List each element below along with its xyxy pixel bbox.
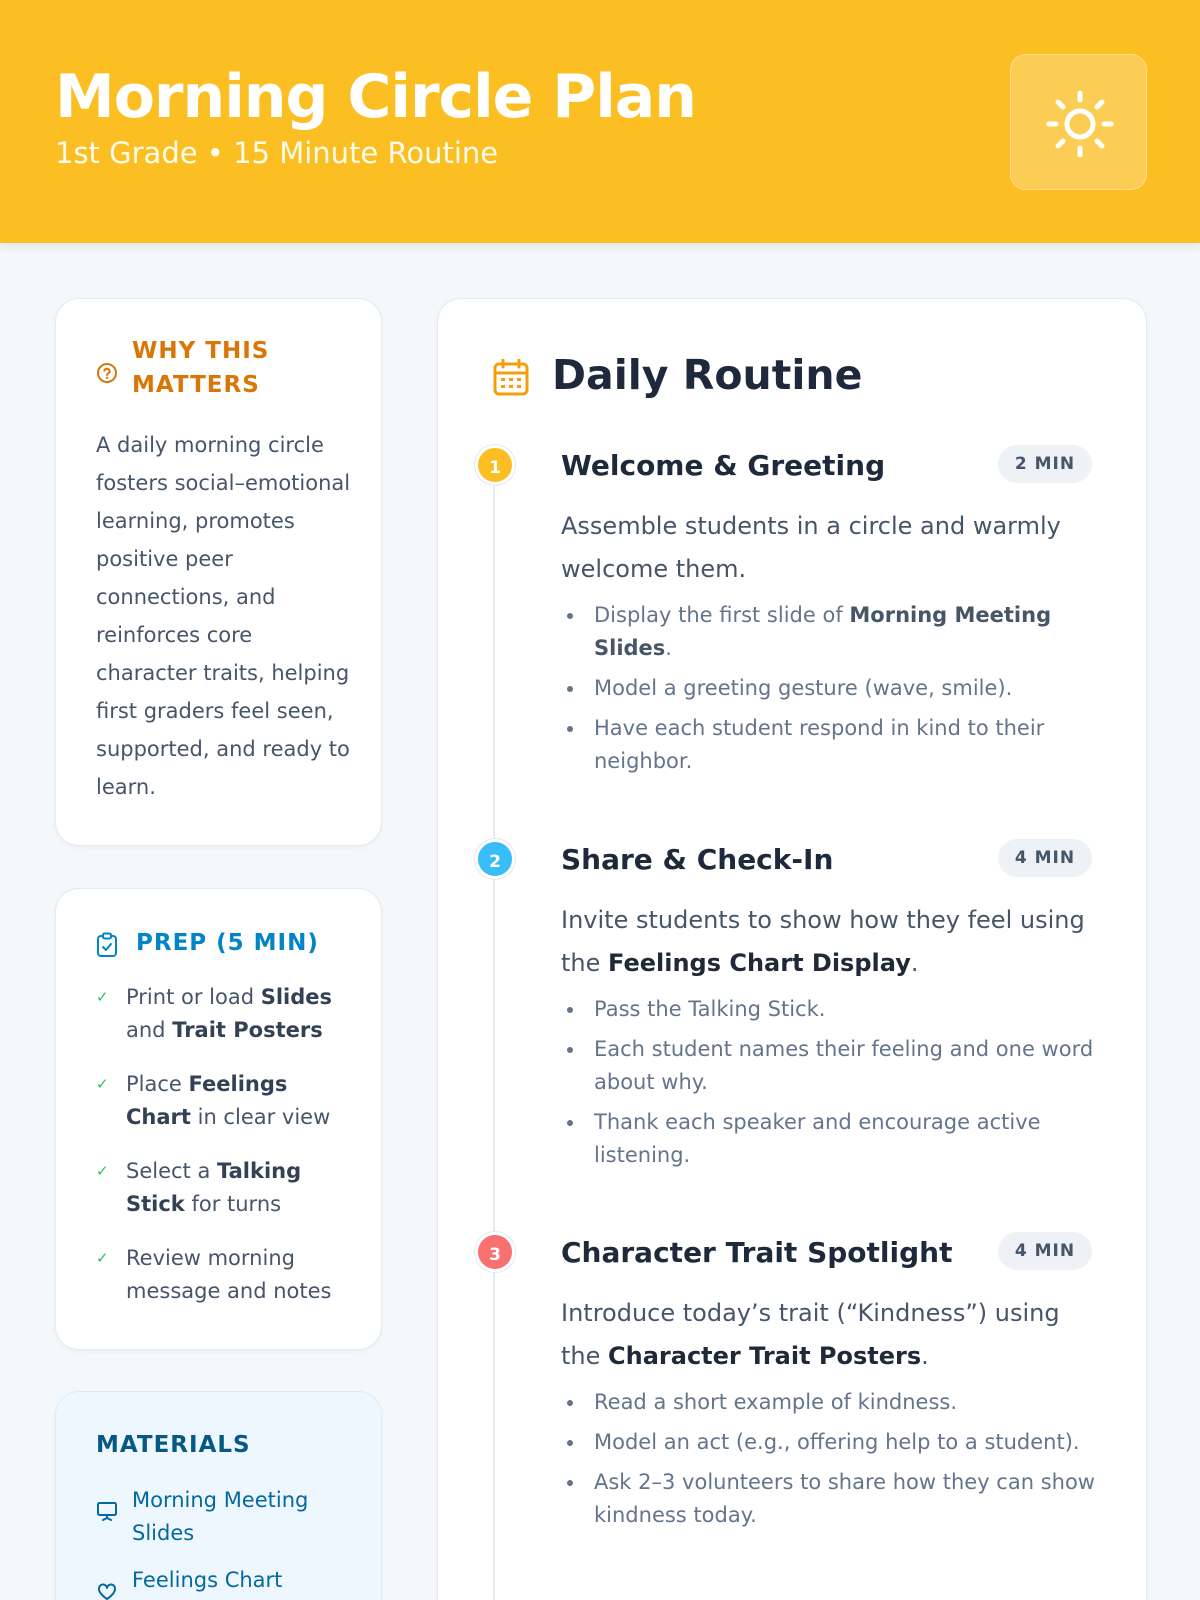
page-title: Morning Circle Plan	[55, 62, 696, 132]
sun-badge	[1010, 54, 1147, 190]
list-item: Display the first slide of Morning Meeting Slides.	[561, 599, 1101, 665]
duration-badge: 4 MIN	[998, 1232, 1092, 1270]
materials-card	[55, 1391, 382, 1600]
presentation-icon	[96, 1500, 118, 1522]
step-title: Character Trait Spotlight	[561, 1236, 953, 1269]
daily-routine-card	[437, 298, 1147, 1600]
step-description: Assemble students in a circle and warmly welcome them.	[561, 512, 1061, 583]
routine-title: Daily Routine	[552, 351, 863, 399]
prep-list	[96, 981, 356, 1329]
step-description: Invite students to show how they feel using the Feelings Chart Display.	[561, 906, 1085, 977]
step-bullets	[561, 1386, 1101, 1539]
list-item: Model a greeting gesture (wave, smile).	[561, 672, 1101, 705]
check-icon: ✓	[96, 1249, 109, 1267]
question-circle-icon	[96, 362, 118, 384]
step-bullets	[561, 599, 1101, 785]
prep-item: ✓ Select a Talking Stick for turns	[96, 1155, 356, 1221]
list-item: Model an act (e.g., offering help to a student).	[561, 1426, 1101, 1459]
check-icon: ✓	[96, 1075, 109, 1093]
step-number: 3	[475, 1232, 515, 1272]
materials-list	[96, 1484, 356, 1600]
list-item: Ask 2–3 volunteers to share how they can show kindness today.	[561, 1466, 1101, 1532]
list-item: Each student names their feeling and one word about why.	[561, 1033, 1101, 1099]
step-number: 1	[475, 445, 515, 485]
clipboard-check-icon	[96, 932, 118, 958]
sun-icon	[1045, 89, 1115, 159]
list-item: Pass the Talking Stick.	[561, 993, 1101, 1026]
page-header	[0, 0, 1200, 243]
step-title: Welcome & Greeting	[561, 449, 886, 482]
step-description: Introduce today’s trait (“Kindness”) using the Character Trait Posters.	[561, 1299, 1060, 1370]
prep-card	[55, 888, 382, 1350]
step-bullets	[561, 993, 1101, 1179]
list-item: Have each student respond in kind to their neighbor.	[561, 712, 1101, 778]
why-label: WHY THIS MATTERS	[132, 338, 270, 398]
list-item: Read a short example of kindness.	[561, 1386, 1101, 1419]
prep-item: ✓ Print or load Slides and Trait Posters	[96, 981, 356, 1047]
page-subtitle: 1st Grade • 15 Minute Routine	[55, 136, 499, 170]
step-number: 2	[475, 839, 515, 879]
check-icon: ✓	[96, 988, 109, 1006]
material-link-feelings-chart[interactable]: Feelings Chart	[96, 1564, 356, 1597]
materials-label: MATERIALS	[96, 1432, 251, 1458]
why-this-matters-card	[55, 298, 382, 846]
check-icon: ✓	[96, 1162, 109, 1180]
prep-item: ✓ Place Feelings Chart in clear view	[96, 1068, 356, 1134]
step-title: Share & Check-In	[561, 843, 834, 876]
timeline-line	[493, 464, 495, 1600]
prep-label: PREP (5 MIN)	[136, 930, 319, 956]
list-item: Thank each speaker and encourage active listening.	[561, 1106, 1101, 1172]
heart-icon	[96, 1580, 118, 1600]
duration-badge: 4 MIN	[998, 839, 1092, 877]
prep-item: ✓ Review morning message and notes	[96, 1242, 356, 1308]
material-link-slides[interactable]: Morning Meeting Slides	[96, 1484, 356, 1550]
why-text: A daily morning circle fosters social–emotional learning, promotes positive peer connections, and reinforces core character traits, helping first graders feel seen, supported, and ready to learn.	[96, 433, 351, 799]
calendar-icon	[493, 359, 529, 397]
duration-badge: 2 MIN	[998, 445, 1092, 483]
